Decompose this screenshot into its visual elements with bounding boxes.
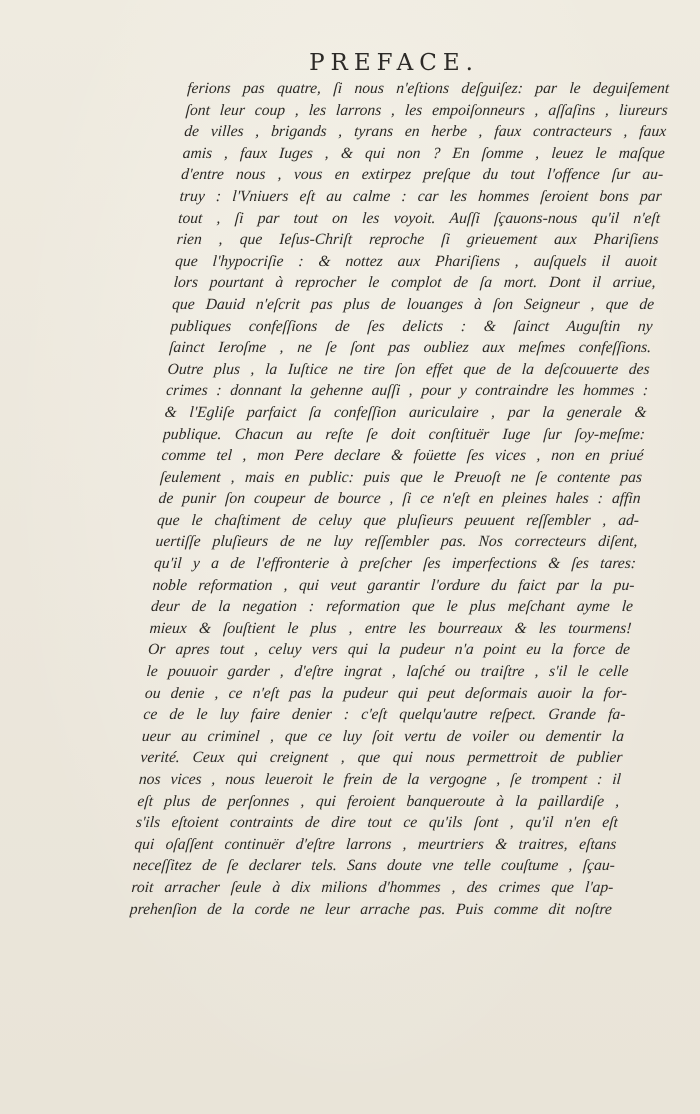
body-text <box>129 78 670 920</box>
text-line: amis , faux Iuges , & qui non ? En ſomme , leuez le maſque <box>182 144 666 162</box>
text-line: que le chaſtiment de celuy que pluſieurs peuuent reſſembler , ad- <box>156 511 640 529</box>
text-line: verité. Ceux qui creignent , que qui nous permettroit de publier <box>139 749 624 767</box>
text-line: roit arracher ſeule à dix milions d'hommes , des crimes que l'ap- <box>130 878 614 896</box>
running-head <box>88 50 700 76</box>
text-line: ce de le luy faire denier : c'eſt quelqu'autre reſpect. Grande fa- <box>142 706 627 724</box>
text-line: neceſſitez de ſe declarer tels. Sans doute vne telle couſtume , ſçau- <box>132 857 616 875</box>
text-line: ſainct Ieroſme , ne ſe ſont pas oubliez aux meſmes confeſſions. <box>168 339 652 357</box>
text-line: eſt plus de perſonnes , qui feroient banqueroute à la paillardiſe , <box>136 792 621 810</box>
text-line: tout , ſi par tout on les voyoit. Auſſi ſçauons-nous qu'il n'eſt <box>177 209 661 227</box>
text-line: que l'hypocriſie : & nottez aux Phariſiens , auſquels il auoit <box>174 252 658 270</box>
text-line: de punir ſon coupeur de bource , ſi ce n'eſt en pleines hales : affin <box>157 490 642 508</box>
text-line: & l'Egliſe parfaict ſa confeſſion auriculaire , par la generale & <box>164 403 648 421</box>
text-line: truy : l'Vniuers eſt au calme : car les hommes ſeroient bons par <box>179 187 663 205</box>
text-line: Outre plus , la Iuſtice ne tire ſon effet que de la deſcouuerte des <box>167 360 651 378</box>
text-line: publique. Chacun au reſte ſe doit conſtituër Iuge ſur ſoy-meſme: <box>162 425 646 443</box>
running-head-text: PREFACE. <box>309 50 479 76</box>
text-line: s'ils eſtoient contraints de dire tout ce qu'ils ſont , qu'il n'en eſt <box>135 814 619 832</box>
text-line: noble reformation , qui veut garantir l'ordure du faict par la pu- <box>151 576 636 594</box>
text-line: mieux & ſouſtient le plus , entre les bourreaux & les tourmens! <box>148 619 633 637</box>
text-line: publiques confeſſions de ſes delicts : & ſainct Auguſtin ny <box>170 317 654 335</box>
text-line: rien , que Ieſus-Chriſt reproche ſi grieuement aux Phariſiens <box>176 231 660 249</box>
text-line: d'entre nous , vous en extirpez preſque du tout l'offence ſur au- <box>180 166 664 184</box>
text-line: ueur au criminel , que ce luy ſoit vertu de voiler ou dementir la <box>141 727 625 745</box>
text-line: crimes : donnant la gehenne auſſi , pour y contraindre les hommes : <box>165 382 649 400</box>
text-line: que Dauid n'eſcrit pas plus de louanges à ſon Seigneur , que de <box>171 295 655 313</box>
text-line: lors pourtant à reprocher le complot de ſa mort. Dont il arriue, <box>173 274 657 292</box>
text-line: prehenſion de la corde ne leur arrache pas. Puis comme dit noſtre <box>129 900 613 918</box>
text-line: ſont leur coup , les larrons , les empoiſonneurs , aſſaſins , liureurs <box>185 101 669 119</box>
text-line: qui oſaſſent continuër d'eſtre larrons , meurtriers & traitres, eſtans <box>133 835 618 853</box>
text-line: uertiſſe pluſieurs de ne luy reſſembler pas. Nos correcteurs diſent, <box>154 533 639 551</box>
text-line: deur de la negation : reformation que le plus meſchant ayme le <box>150 598 634 616</box>
text-line: ou denie , ce n'eſt pas la pudeur qui peut deſormais auoir la for- <box>144 684 628 702</box>
text-line: comme tel , mon Pere declare & foüette ſes vices , non en priué <box>161 447 645 465</box>
text-line: ſeulement , mais en public: puis que le Preuoſt ne ſe contente pas <box>159 468 643 486</box>
text-line: de villes , brigands , tyrans en herbe , faux contracteurs , faux <box>183 123 667 141</box>
text-line: le pouuoir garder , d'eſtre ingrat , laſché ou traiſtre , s'il le celle <box>145 663 630 681</box>
text-line: qu'il y a de l'effronterie à preſcher ſes imperfections & ſes tares: <box>153 555 637 573</box>
text-line: nos vices , nous leueroit le frein de la vergogne , ſe trompent : il <box>138 771 622 788</box>
text-line: Or apres tout , celuy vers qui la pudeur n'a point eu la force de <box>147 641 631 659</box>
text-line: ferions pas quatre, ſi nous n'eſtions deſguiſez: par le deguiſement <box>186 80 670 97</box>
